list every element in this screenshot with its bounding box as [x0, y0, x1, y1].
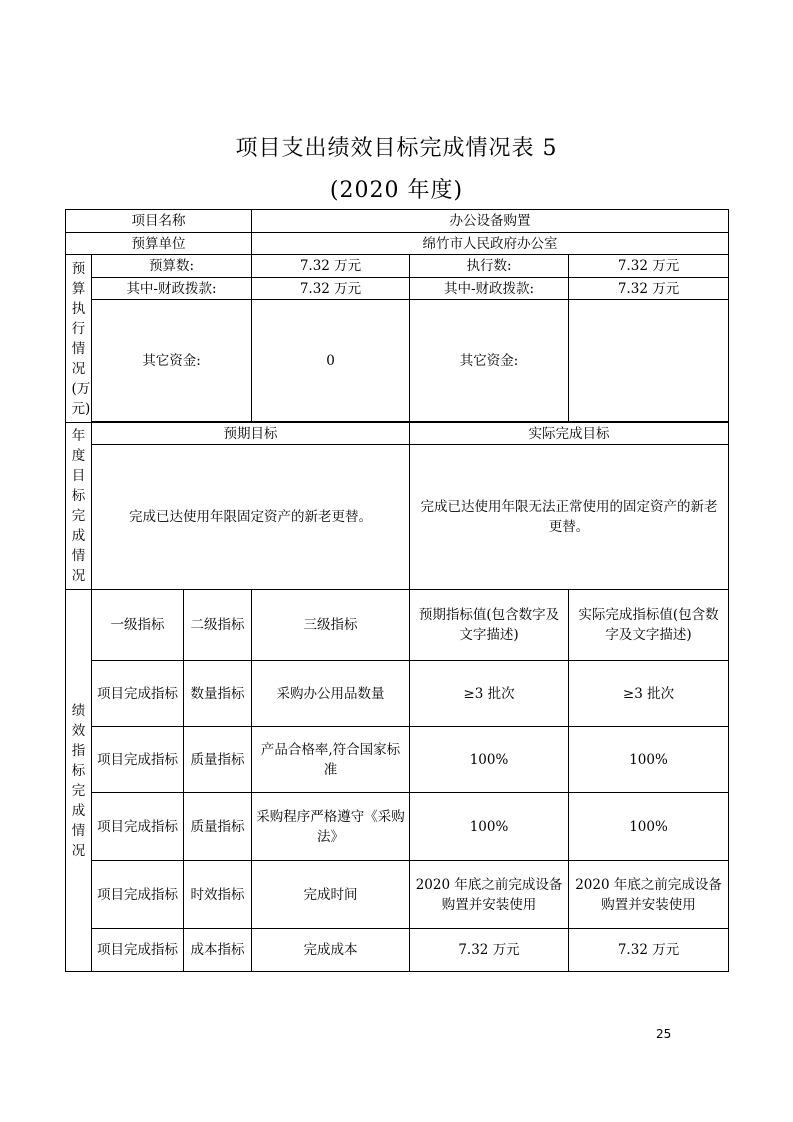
project-name-row [66, 210, 729, 233]
expected-goal-header: 预期目标 [92, 423, 410, 445]
annual-header-row [66, 423, 729, 445]
actual-goal-text: 完成已达使用年限无法正常使用的固定资产的新老更替。 [410, 445, 729, 590]
page-title: 项目支出绩效目标完成情况表 5 [235, 136, 558, 161]
table-row [66, 727, 729, 793]
page-subtitle: (2020 年度) [329, 178, 464, 203]
row-level3: 采购程序严格遵守《采购法》 [252, 793, 410, 861]
table-row [66, 861, 729, 929]
exec-label: 执行数: [410, 255, 569, 278]
row-actual: 2020 年底之前完成设备购置并安装使用 [569, 861, 729, 929]
fiscal-label: 其中-财政拨款: [92, 278, 252, 300]
row-level2: 数量指标 [184, 661, 252, 727]
header-actual: 实际完成指标值(包含数字及文字描述) [569, 590, 729, 661]
row-level2: 时效指标 [184, 861, 252, 929]
expected-goal-text: 完成已达使用年限固定资产的新老更替。 [92, 445, 410, 590]
row-level1: 项目完成指标 [92, 861, 184, 929]
budget-section-label: 预算执行情况(万元) [66, 255, 92, 423]
other-funds-label-actual: 其它资金: [410, 300, 569, 422]
exec-value: 7.32 万元 [569, 255, 729, 278]
row-level2: 成本指标 [184, 929, 252, 972]
page-number: 25 [656, 1027, 672, 1041]
row-expected: 100% [410, 727, 569, 793]
project-name-label: 项目名称 [66, 210, 252, 233]
performance-table [65, 209, 729, 972]
budget-unit-row [66, 233, 729, 255]
row-expected: 100% [410, 793, 569, 861]
row-level3: 产品合格率,符合国家标准 [252, 727, 410, 793]
row-actual: ≥3 批次 [569, 661, 729, 727]
other-funds-value: 0 [252, 300, 410, 422]
header-expected: 预期指标值(包含数字及文字描述) [410, 590, 569, 661]
row-level1: 项目完成指标 [92, 793, 184, 861]
budget-value: 7.32 万元 [252, 255, 410, 278]
other-funds-row [66, 300, 729, 422]
header-level1: 一级指标 [92, 590, 184, 661]
row-level3: 采购办公用品数量 [252, 661, 410, 727]
row-level1: 项目完成指标 [92, 661, 184, 727]
row-level1: 项目完成指标 [92, 727, 184, 793]
indicator-header-row [66, 590, 729, 661]
header-level3: 三级指标 [252, 590, 410, 661]
fiscal-value: 7.32 万元 [252, 278, 410, 300]
row-level2: 质量指标 [184, 793, 252, 861]
other-funds-value-actual [569, 300, 729, 422]
row-level1: 项目完成指标 [92, 929, 184, 972]
annual-section-label: 年度目标完成情况 [66, 423, 92, 590]
other-funds-label: 其它资金: [92, 300, 252, 422]
fiscal-label-actual: 其中-财政拨款: [410, 278, 569, 300]
fiscal-value-actual: 7.32 万元 [569, 278, 729, 300]
row-level2: 质量指标 [184, 727, 252, 793]
row-actual: 100% [569, 727, 729, 793]
row-expected: 2020 年底之前完成设备购置并安装使用 [410, 861, 569, 929]
table-row [66, 661, 729, 727]
budget-label: 预算数: [92, 255, 252, 278]
row-expected: ≥3 批次 [410, 661, 569, 727]
header-level2: 二级指标 [184, 590, 252, 661]
actual-goal-header: 实际完成目标 [410, 423, 729, 445]
budget-row [66, 255, 729, 278]
row-actual: 100% [569, 793, 729, 861]
budget-unit-label: 预算单位 [66, 233, 252, 255]
table-row [66, 793, 729, 861]
annual-goal-row [66, 445, 729, 590]
fiscal-row [66, 278, 729, 300]
indicator-section-label: 绩效指标完成情况 [66, 590, 92, 972]
project-name-value: 办公设备购置 [252, 210, 729, 233]
row-expected: 7.32 万元 [410, 929, 569, 972]
table-row [66, 929, 729, 972]
row-level3: 完成时间 [252, 861, 410, 929]
row-level3: 完成成本 [252, 929, 410, 972]
budget-unit-value: 绵竹市人民政府办公室 [252, 233, 729, 255]
row-actual: 7.32 万元 [569, 929, 729, 972]
